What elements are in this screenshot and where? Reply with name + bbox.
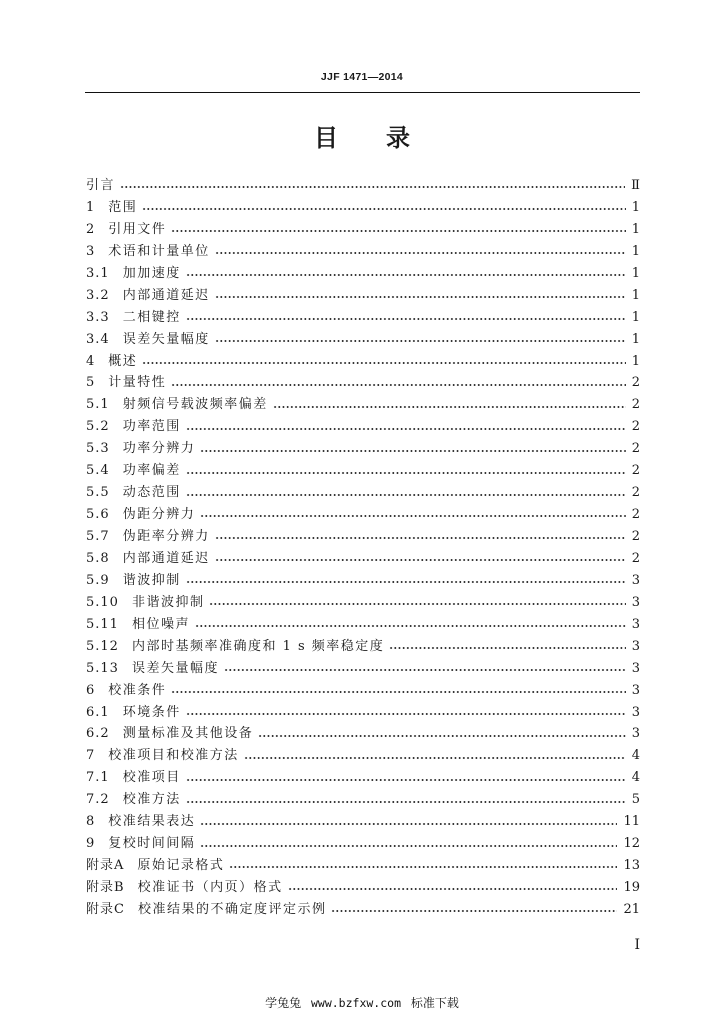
toc-entry-page: 13	[623, 858, 640, 874]
toc-entry-title: 谐波抑制	[122, 572, 181, 588]
toc-dot-leader	[171, 372, 625, 394]
toc-entry	[86, 877, 640, 899]
toc-entry-page: 1	[631, 331, 640, 347]
header-rule	[85, 92, 640, 93]
toc-entry	[86, 263, 640, 285]
toc-entry-number: 3.1	[86, 265, 110, 281]
toc-entry-number: 5.13	[86, 660, 119, 676]
toc-entry	[86, 745, 640, 767]
toc-entry	[86, 351, 640, 373]
toc-entry	[86, 175, 640, 197]
toc-entry-title: 伪距分辨力	[122, 507, 196, 523]
toc-entry	[86, 702, 640, 724]
toc-entry	[86, 614, 640, 636]
toc-entry-title: 误差矢量幅度	[131, 660, 219, 676]
toc-dot-leader	[186, 307, 626, 329]
toc-entry-page: 3	[631, 616, 640, 632]
toc-entry	[86, 899, 640, 921]
toc-entry-page: 1	[631, 221, 640, 237]
toc-entry-number: 5.3	[86, 441, 110, 457]
toc-entry	[86, 219, 640, 241]
toc-dot-leader	[195, 614, 626, 636]
toc-entry-page: 2	[631, 463, 640, 479]
toc-entry-number: 附录B	[86, 880, 125, 895]
toc-entry-title: 二相键控	[122, 309, 181, 325]
toc-entry-number: 5.12	[86, 638, 119, 654]
toc-entry	[86, 416, 640, 438]
toc-entry-page: 1	[631, 353, 640, 369]
toc-entry-page: 4	[631, 748, 640, 764]
toc-dot-leader	[215, 285, 626, 307]
toc-dot-leader	[186, 702, 626, 724]
toc-entry-number: 3	[86, 243, 96, 259]
toc-entry-page: 4	[631, 770, 640, 786]
toc-entry-title: 校准证书（内页）格式	[137, 880, 283, 895]
toc-entry-page: 2	[631, 550, 640, 566]
toc-entry-title: 射频信号载波频率偏差	[122, 397, 268, 413]
toc-dot-leader	[215, 548, 626, 570]
toc-entry-number: 5.2	[86, 419, 110, 435]
toc-entry-page: 3	[631, 682, 640, 698]
toc-entry-page: 3	[631, 726, 640, 742]
toc-entry-page: 2	[631, 485, 640, 501]
toc-entry-number: 4	[86, 353, 96, 369]
toc-entry-title: 校准条件	[108, 682, 167, 698]
document-code-header: JJF 1471—2014	[320, 71, 404, 83]
toc-entry	[86, 197, 640, 219]
toc-entry-title: 校准项目和校准方法	[108, 748, 239, 764]
toc-entry-page: 1	[631, 199, 640, 215]
toc-entry	[86, 372, 640, 394]
toc-entry-page: Ⅱ	[631, 178, 640, 193]
toc-entry	[86, 570, 640, 592]
toc-dot-leader	[215, 241, 626, 263]
toc-entry-title: 功率范围	[122, 419, 181, 435]
toc-entry-page: 1	[631, 243, 640, 259]
toc-entry-number: 7.1	[86, 770, 110, 786]
toc-entry-title: 动态范围	[122, 485, 181, 501]
toc-dot-leader	[288, 877, 618, 899]
toc-entry-title: 校准项目	[122, 770, 181, 786]
toc-entry	[86, 855, 640, 877]
toc-entry-title: 内部通道延迟	[122, 287, 210, 303]
toc-entry-number: 8	[86, 814, 96, 830]
toc-dot-leader	[186, 263, 626, 285]
toc-dot-leader	[224, 658, 626, 680]
toc-entry-page: 19	[623, 880, 640, 895]
toc-entry-number: 3.2	[86, 287, 110, 303]
toc-entry-title: 内部时基频率准确度和 1 s 频率稳定度	[131, 638, 385, 654]
toc-entry	[86, 285, 640, 307]
toc-dot-leader	[186, 767, 626, 789]
toc-entry-page: 1	[631, 287, 640, 303]
toc-entry	[86, 241, 640, 263]
toc-entry-page: 3	[631, 638, 640, 654]
toc-dot-leader	[244, 745, 626, 767]
toc-dot-leader	[215, 329, 626, 351]
toc-entry-title: 环境条件	[122, 704, 181, 720]
toc-entry-number: 5.11	[86, 616, 119, 632]
toc-entry-number: 5.7	[86, 529, 110, 544]
toc-entry-page: 2	[631, 507, 640, 523]
toc-entry-title: 相位噪声	[131, 616, 190, 632]
toc-entry-number: 7	[86, 748, 96, 764]
toc-entry-number: 7.2	[86, 792, 110, 808]
toc-entry-number: 附录C	[86, 901, 125, 917]
toc-entry-page: 11	[623, 814, 640, 830]
toc-entry-number: 5.5	[86, 485, 110, 501]
toc-entry-page: 21	[623, 901, 640, 917]
toc-entry-page: 3	[631, 660, 640, 676]
toc-entry-number: 3.4	[86, 331, 110, 347]
toc-entry	[86, 438, 640, 460]
toc-entry	[86, 811, 640, 833]
toc-dot-leader	[200, 438, 626, 460]
toc-entry	[86, 723, 640, 745]
toc-dot-leader	[258, 723, 626, 745]
toc-entry-title: 计量特性	[108, 375, 167, 391]
toc-entry-number: 5.6	[86, 507, 110, 523]
toc-entry-number: 2	[86, 221, 96, 237]
toc-entry-title: 引用文件	[108, 221, 167, 237]
toc-entry	[86, 504, 640, 526]
toc-entry-title: 引言	[86, 178, 116, 193]
toc-entry	[86, 789, 640, 811]
toc-dot-leader	[171, 219, 625, 241]
toc-entry	[86, 329, 640, 351]
toc-entry-number: 6.2	[86, 726, 110, 742]
toc-entry-number: 5	[86, 375, 96, 391]
toc-entry	[86, 548, 640, 570]
toc-entry-title: 复校时间间隔	[108, 836, 196, 852]
toc-entry	[86, 460, 640, 482]
toc-entry-number: 9	[86, 836, 96, 852]
toc-entry-title: 原始记录格式	[137, 858, 225, 874]
toc-entry-number: 5.4	[86, 463, 110, 479]
toc-dot-leader	[200, 833, 617, 855]
toc-entry-title: 伪距率分辨力	[122, 529, 210, 544]
toc-entry	[86, 636, 640, 658]
toc-entry-number: 5.10	[86, 594, 119, 610]
toc-entry	[86, 767, 640, 789]
toc-dot-leader	[200, 811, 617, 833]
toc-dot-leader	[186, 570, 626, 592]
toc-entry-title: 加加速度	[122, 265, 181, 281]
toc-dot-leader	[215, 526, 626, 548]
footer-tagline: 标准下载	[410, 996, 459, 1010]
toc-entry-title: 范围	[108, 199, 138, 215]
toc-entry-page: 5	[631, 792, 640, 808]
page-number: I	[634, 937, 640, 953]
toc-entry-title: 测量标准及其他设备	[122, 726, 254, 742]
toc-entry-number: 5.1	[86, 397, 110, 413]
toc-dot-leader	[186, 482, 626, 504]
toc-entry-title: 校准方法	[122, 792, 181, 808]
toc-entry-title: 概述	[108, 353, 138, 369]
toc-entry	[86, 307, 640, 329]
toc-entry-title: 误差矢量幅度	[122, 331, 210, 347]
toc-entry	[86, 526, 640, 548]
toc-dot-leader	[171, 680, 625, 702]
toc-entry-number: 5.8	[86, 550, 110, 566]
toc-entry-title: 功率偏差	[122, 463, 181, 479]
toc-entry	[86, 394, 640, 416]
toc-entry-page: 1	[631, 309, 640, 325]
toc-entry-number: 1	[86, 199, 96, 215]
footer-site-name: 学兔兔	[265, 996, 302, 1010]
toc-entry-page: 3	[631, 572, 640, 588]
toc-dot-leader	[142, 197, 625, 219]
toc-dot-leader	[209, 592, 625, 614]
toc-entry-page: 12	[623, 836, 640, 852]
toc-entry-title: 校准结果的不确定度评定示例	[137, 901, 327, 917]
toc-dot-leader	[273, 394, 626, 416]
toc-entry	[86, 658, 640, 680]
toc-entry	[86, 592, 640, 614]
toc-entry	[86, 833, 640, 855]
toc-entry-page: 3	[631, 594, 640, 610]
toc-dot-leader	[186, 416, 626, 438]
toc-entry-number: 6.1	[86, 704, 110, 720]
toc-dot-leader	[389, 636, 625, 658]
toc-heading: 目 录	[314, 123, 410, 152]
toc-entry-number: 3.3	[86, 309, 110, 325]
toc-entry-title: 术语和计量单位	[108, 243, 210, 259]
toc-entry-title: 校准结果表达	[108, 814, 196, 830]
table-of-contents	[86, 175, 640, 921]
toc-entry	[86, 680, 640, 702]
toc-dot-leader	[142, 351, 625, 373]
toc-entry-title: 非谐波抑制	[131, 594, 205, 610]
toc-dot-leader	[331, 899, 617, 921]
toc-entry-title: 功率分辨力	[122, 441, 196, 457]
toc-entry-page: 2	[631, 375, 640, 391]
toc-entry-title: 内部通道延迟	[122, 550, 210, 566]
toc-dot-leader	[186, 789, 626, 811]
toc-dot-leader	[120, 175, 625, 197]
footer-url: www.bzfxw.com	[310, 996, 401, 1010]
toc-entry-page: 2	[631, 529, 640, 544]
toc-entry-page: 2	[631, 397, 640, 413]
toc-entry-page: 2	[631, 441, 640, 457]
toc-entry-page: 2	[631, 419, 640, 435]
toc-dot-leader	[200, 504, 626, 526]
toc-entry-page: 3	[631, 704, 640, 720]
toc-dot-leader	[229, 855, 617, 877]
toc-entry-number: 附录A	[86, 858, 125, 874]
toc-entry	[86, 482, 640, 504]
toc-entry-number: 5.9	[86, 572, 110, 588]
toc-entry-page: 1	[631, 265, 640, 281]
toc-entry-number: 6	[86, 682, 96, 698]
footer-watermark	[0, 994, 724, 1012]
toc-dot-leader	[186, 460, 626, 482]
